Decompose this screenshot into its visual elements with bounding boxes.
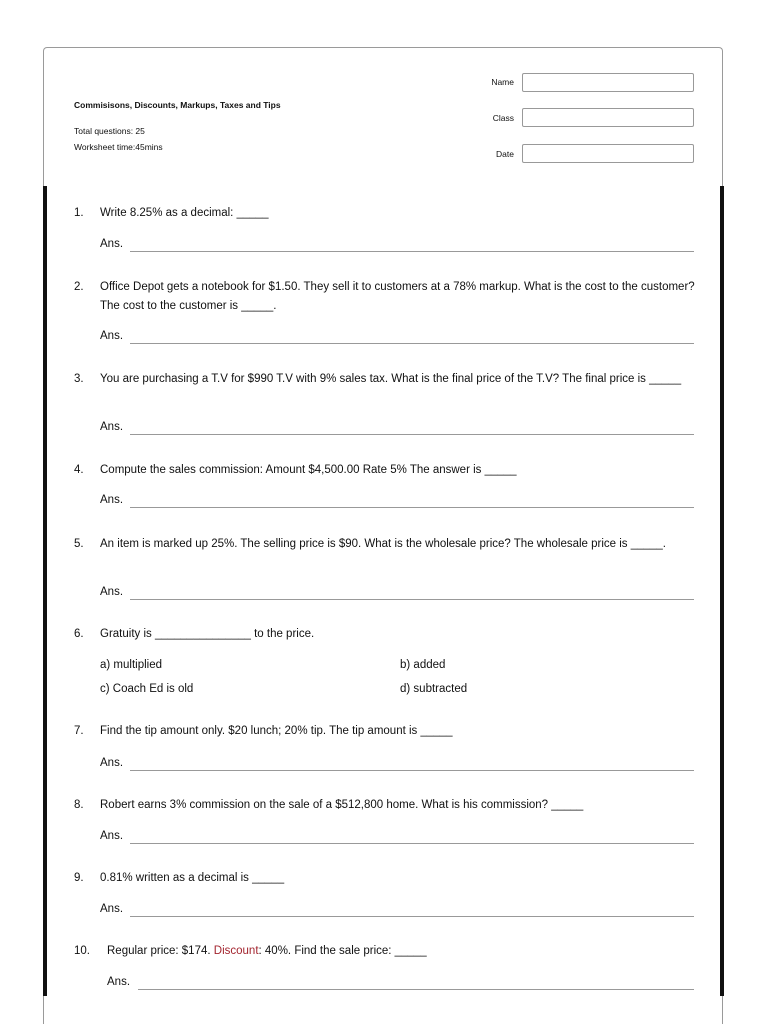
question-text: Robert earns 3% commission on the sale of a $512,800 home. What is his commission? _____ <box>100 799 584 811</box>
answer-line[interactable] <box>130 916 694 917</box>
question-number: 1. <box>74 207 84 219</box>
worksheet-time: Worksheet time:45mins <box>74 142 163 152</box>
answer-line[interactable] <box>130 434 694 435</box>
name-label: Name <box>491 77 514 87</box>
answer-line[interactable] <box>130 843 694 844</box>
question-number: 3. <box>74 373 84 385</box>
answer-line[interactable] <box>130 770 694 771</box>
question-text: Compute the sales commission: Amount $4,500.00 Rate 5% The answer is _____ <box>100 464 517 476</box>
answer-label: Ans. <box>107 976 131 988</box>
discount-keyword: Discount <box>213 945 259 957</box>
name-field[interactable] <box>522 73 694 92</box>
question-text-end: : 40%. Find the sale price: _____ <box>258 945 427 957</box>
class-field[interactable] <box>522 108 694 127</box>
right-border-bar <box>720 186 724 996</box>
option-c[interactable]: c) Coach Ed is old <box>100 683 194 695</box>
question-text: An item is marked up 25%. The selling price is $90. What is the wholesale price? The wholesale price is _____. <box>100 538 666 550</box>
date-label: Date <box>496 149 514 159</box>
question-text: 0.81% written as a decimal is _____ <box>100 872 285 884</box>
answer-label: Ans. <box>100 586 124 598</box>
question-text <box>107 942 695 961</box>
answer-label: Ans. <box>100 757 124 769</box>
question-text: You are purchasing a T.V for $990 T.V with 9% sales tax. What is the final price of the T.V? The final price is _____ <box>100 373 682 385</box>
question-text: Office Depot gets a notebook for $1.50. They sell it to customers at a 78% markup. What is the cost to the customer? The cost to the customer is _____. <box>100 281 695 312</box>
answer-line[interactable] <box>130 343 694 344</box>
question-text: Gratuity is _______________ to the price. <box>100 628 315 640</box>
question-text-start: Regular price: $174. <box>107 945 214 957</box>
option-b[interactable]: b) added <box>400 659 446 671</box>
option-a[interactable]: a) multiplied <box>100 659 162 671</box>
left-border-bar <box>43 186 47 996</box>
answer-label: Ans. <box>100 830 124 842</box>
question-number: 6. <box>74 628 84 640</box>
question-number: 4. <box>74 464 84 476</box>
answer-label: Ans. <box>100 238 124 250</box>
class-label: Class <box>492 113 514 123</box>
date-field[interactable] <box>522 144 694 163</box>
answer-line[interactable] <box>130 507 694 508</box>
option-d[interactable]: d) subtracted <box>400 683 468 695</box>
answer-line[interactable] <box>138 989 694 990</box>
question-number: 9. <box>74 872 84 884</box>
total-questions: Total questions: 25 <box>74 126 145 136</box>
worksheet-title: Commisisons, Discounts, Markups, Taxes and Tips <box>74 100 281 110</box>
question-number: 2. <box>74 281 84 293</box>
question-text: Write 8.25% as a decimal: _____ <box>100 207 269 219</box>
question-number: 5. <box>74 538 84 550</box>
answer-line[interactable] <box>130 599 694 600</box>
question-text: Find the tip amount only. $20 lunch; 20% tip. The tip amount is _____ <box>100 725 453 737</box>
answer-label: Ans. <box>100 903 124 915</box>
answer-label: Ans. <box>100 421 124 433</box>
question-number: 8. <box>74 799 84 811</box>
answer-line[interactable] <box>130 251 694 252</box>
question-number: 7. <box>74 725 84 737</box>
answer-label: Ans. <box>100 330 124 342</box>
answer-label: Ans. <box>100 494 124 506</box>
question-number: 10. <box>74 945 90 957</box>
